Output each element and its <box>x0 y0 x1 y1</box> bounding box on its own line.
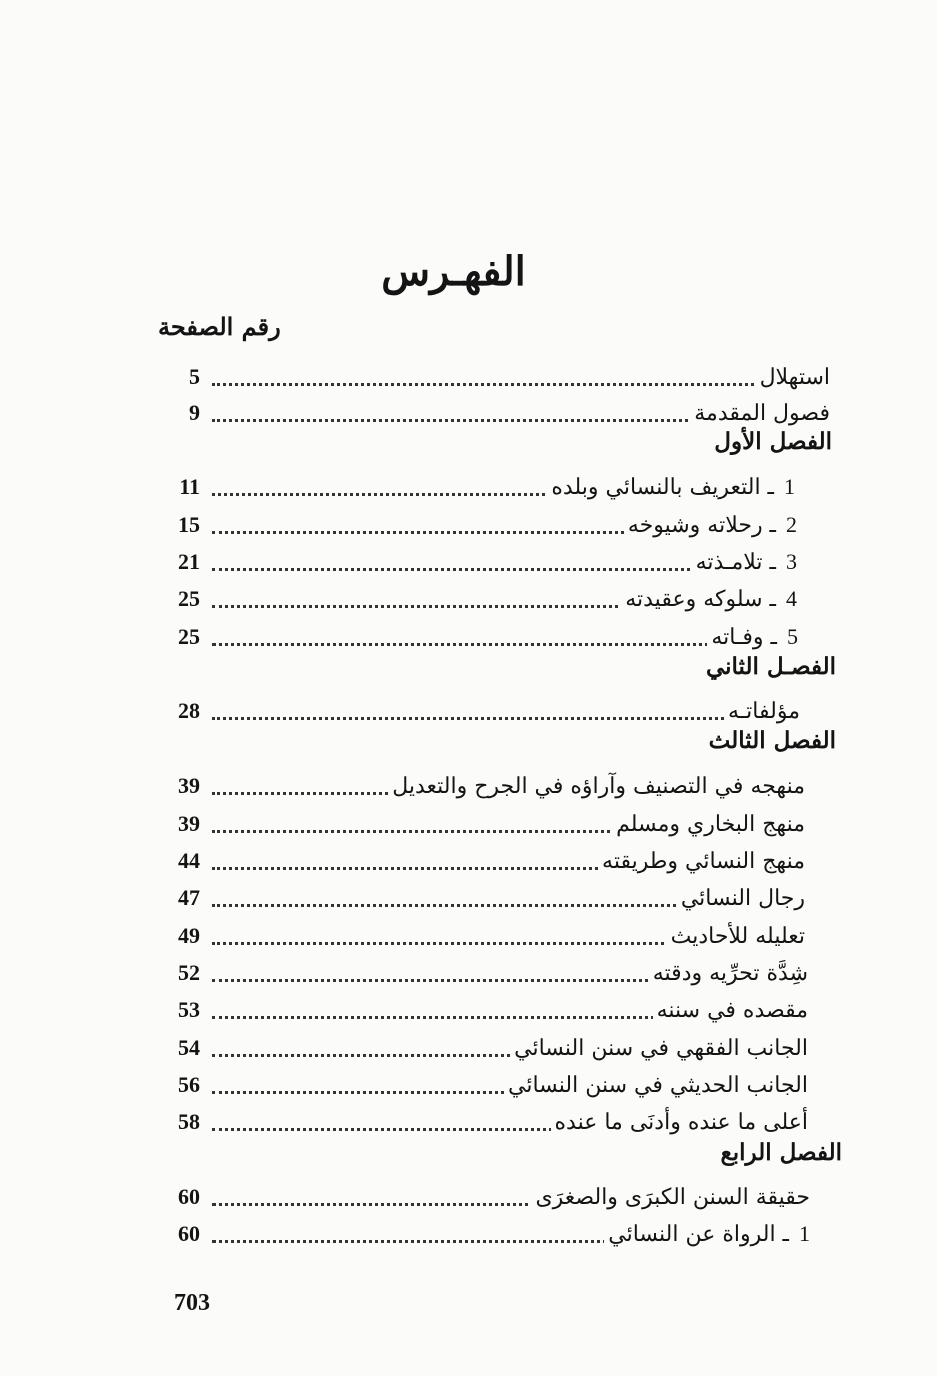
toc-entry-label <box>756 365 830 390</box>
toc-entry-label <box>598 849 805 874</box>
toc-entry <box>150 989 808 1025</box>
toc-entry-label <box>624 512 797 538</box>
toc-entry <box>150 915 805 951</box>
toc-entry-label <box>621 586 797 612</box>
toc-entry-page: 39 <box>178 811 200 836</box>
toc-entry-label <box>604 1221 810 1247</box>
toc-entry <box>150 356 830 392</box>
toc-entry-page: 5 <box>189 364 200 389</box>
toc-entry-label <box>510 1036 808 1061</box>
toc-entry <box>150 392 830 428</box>
toc-entry-page: 39 <box>178 773 200 798</box>
toc-entry-label <box>612 812 805 837</box>
toc-entry-text: تعليله للأحاديث <box>670 924 805 949</box>
toc-entry-page: 47 <box>178 885 200 910</box>
toc-entry-index: 1 <box>799 1221 810 1246</box>
toc-entry <box>150 541 797 577</box>
page-title: الفهـرس <box>381 248 526 295</box>
toc-entry-label <box>724 699 800 724</box>
toc-entry-index: 3 <box>786 549 797 574</box>
toc-entry-index: 5 <box>787 624 798 649</box>
toc-entry-page: 60 <box>178 1221 200 1246</box>
toc-entry-text: منهج البخاري ومسلم <box>616 812 805 837</box>
toc-entry-text: الجانب الفقهي في سنن النسائي <box>514 1036 808 1061</box>
toc-entry-label <box>388 774 805 799</box>
toc-entry <box>150 952 808 988</box>
toc-entry-text: ـ الرواة عن النسائي <box>608 1222 789 1247</box>
toc-entry-text: ـ التعريف بالنسائي وبلده <box>551 475 774 500</box>
toc-entry <box>150 466 795 502</box>
toc-entry-page: 11 <box>179 474 200 499</box>
toc-entry-text: ـ تلامـذته <box>695 550 776 575</box>
toc-entry-index: 2 <box>786 512 797 537</box>
toc-entry <box>150 504 797 540</box>
page-number: 703 <box>174 1290 210 1316</box>
toc-entry-text: رجال النسائي <box>680 886 805 911</box>
dot-leader <box>212 717 796 720</box>
toc-entry <box>150 1213 810 1249</box>
chapter-heading: الفصـل الثاني <box>705 653 836 680</box>
toc-entry-page: 52 <box>178 960 200 985</box>
toc-entry <box>150 840 805 876</box>
toc-entry-page: 56 <box>178 1072 200 1097</box>
toc-entry-label <box>690 401 830 426</box>
toc-entry-page: 49 <box>178 923 200 948</box>
toc-entry <box>150 578 797 614</box>
dot-leader <box>212 383 826 386</box>
toc-entry-label <box>677 886 805 911</box>
toc-entry <box>150 1064 808 1100</box>
toc-entry-text: أعلى ما عنده وأدنَى ما عنده <box>554 1110 808 1135</box>
toc-entry-label <box>547 474 795 500</box>
chapter-heading: الفصل الأول <box>714 428 832 455</box>
toc-entry-text: استهلال <box>759 365 830 390</box>
toc-entry-page: 21 <box>178 549 200 574</box>
toc-entry-label <box>649 961 808 986</box>
toc-entry-label <box>531 1185 810 1210</box>
toc-entry-text: ـ وفـاته <box>711 625 777 650</box>
toc-entry-text: مؤلفاتـه <box>727 699 800 724</box>
toc-entry-page: 60 <box>178 1184 200 1209</box>
toc-entry-label <box>707 624 798 650</box>
toc-entry-label <box>504 1073 808 1098</box>
toc-entry <box>150 877 805 913</box>
toc-entry-text: فصول المقدمة <box>694 401 830 426</box>
toc-entry-text: مقصده في سننه <box>656 998 808 1023</box>
toc-entry-text: شِدَّة تحرِّيه ودقته <box>652 961 808 986</box>
toc-entry <box>150 1101 808 1137</box>
toc-entry-page: 54 <box>178 1035 200 1060</box>
toc-entry-label <box>653 998 808 1023</box>
toc-entry-label <box>551 1110 808 1135</box>
toc-entry-text: ـ رحلاته وشيوخه <box>627 513 776 538</box>
toc-entry-index: 4 <box>786 586 797 611</box>
toc-entry-page: 53 <box>178 997 200 1022</box>
toc-entry-text: منهجه في التصنيف وآراؤه في الجرح والتعديل <box>392 774 805 799</box>
chapter-heading: الفصل الرابع <box>720 1139 842 1166</box>
toc-entry <box>150 616 798 652</box>
toc-entry-index: 1 <box>784 474 795 499</box>
toc-entry-text: منهج النسائي وطريقته <box>602 849 805 874</box>
toc-entry <box>150 803 805 839</box>
toc-entry-page: 25 <box>178 624 200 649</box>
toc-entry-page: 58 <box>178 1109 200 1134</box>
toc-entry-text: ـ سلوكه وعقيدته <box>625 587 776 612</box>
toc-entry-text: حقيقة السنن الكبرَى والصغرَى <box>535 1185 810 1210</box>
toc-entry-label <box>692 549 797 575</box>
toc-entry-label <box>667 924 805 949</box>
toc-entry <box>150 690 800 726</box>
toc-entry <box>150 1027 808 1063</box>
chapter-heading: الفصل الثالث <box>708 727 836 754</box>
toc-entry <box>150 1176 810 1212</box>
toc-entry-page: 9 <box>189 400 200 425</box>
toc-entry-page: 44 <box>178 848 200 873</box>
toc-entry-text: الجانب الحديثي في سنن النسائي <box>508 1073 808 1098</box>
toc-entry <box>150 765 805 801</box>
toc-entry-page: 15 <box>178 512 200 537</box>
page-column-heading: رقم الصفحة <box>158 312 281 341</box>
toc-entry-page: 28 <box>178 698 200 723</box>
toc-entry-page: 25 <box>178 586 200 611</box>
